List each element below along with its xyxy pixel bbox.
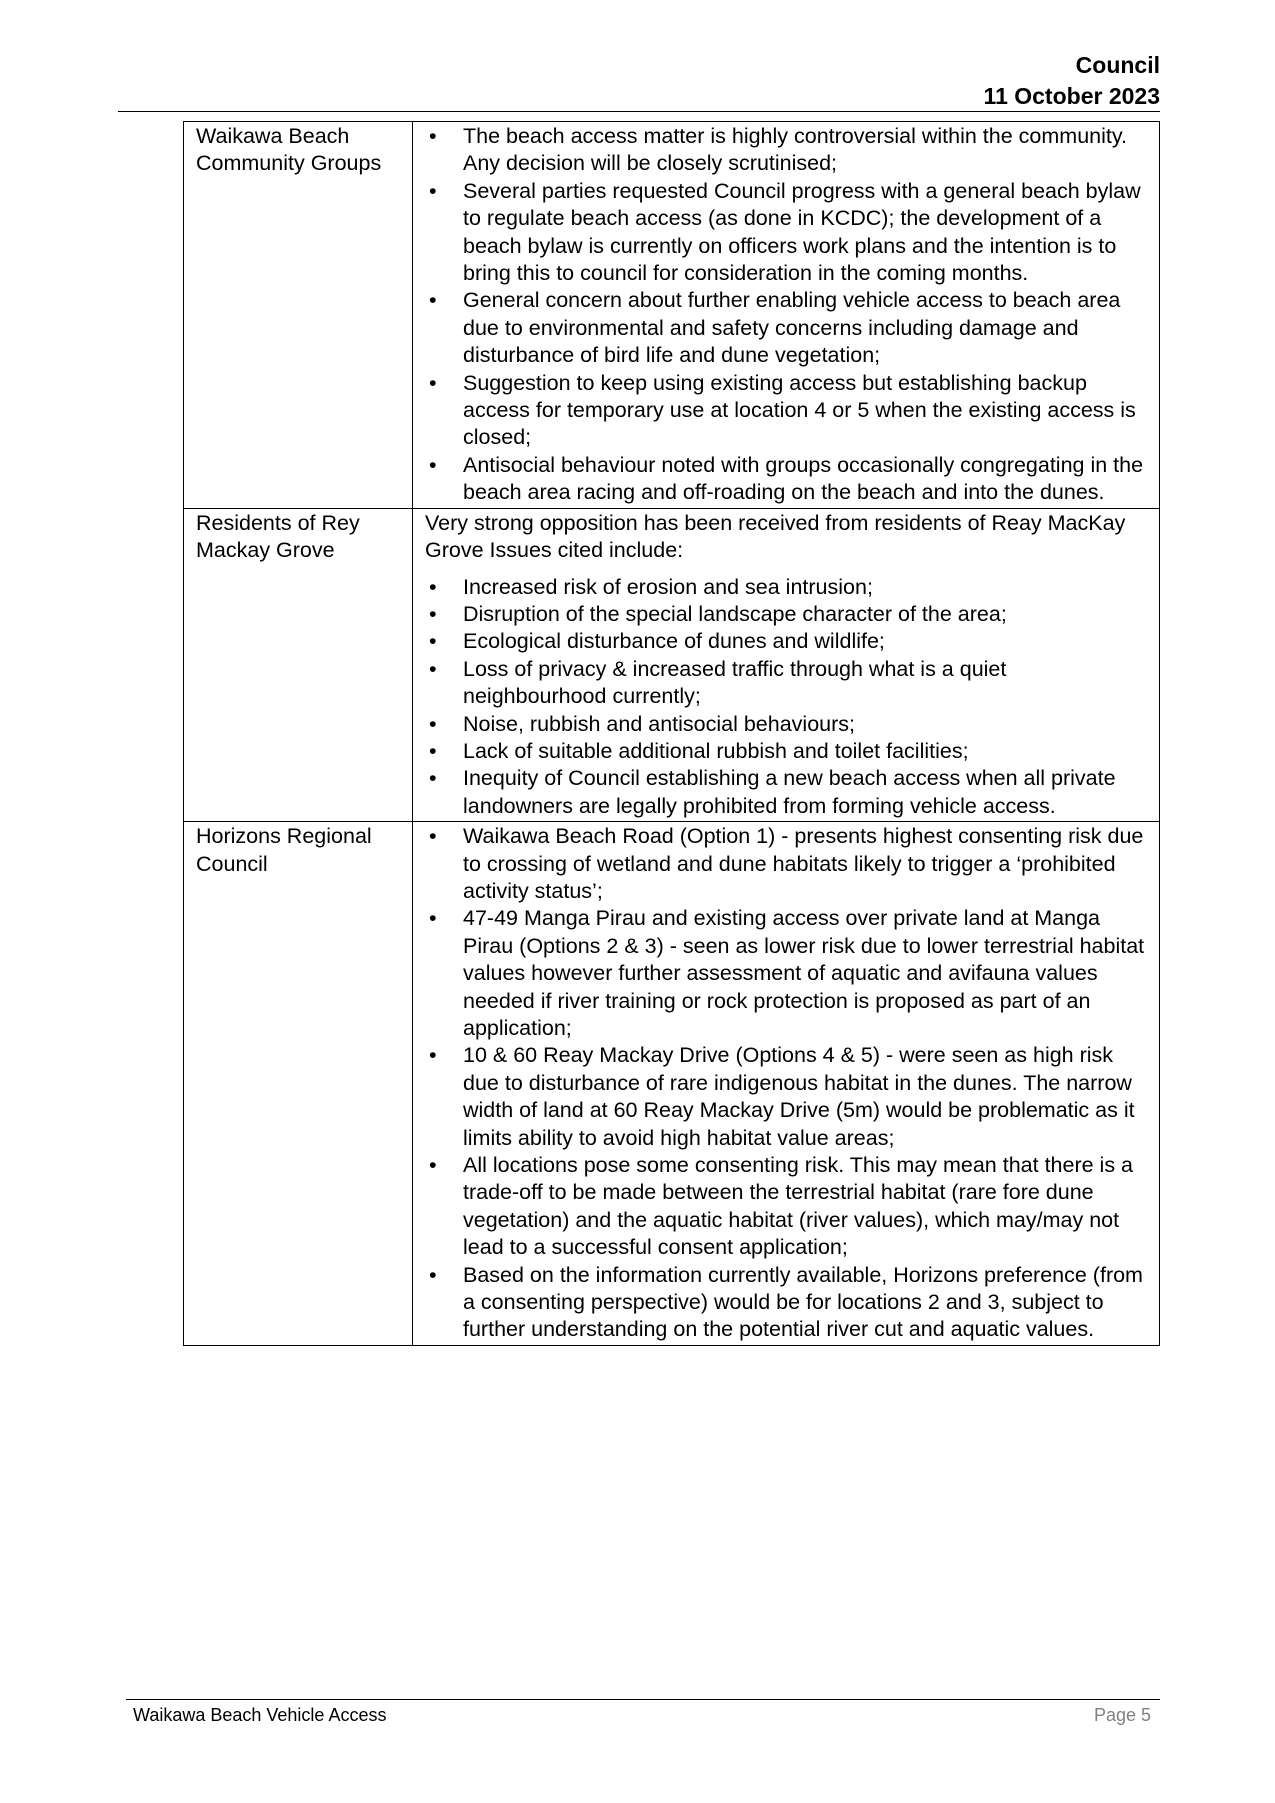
page-header [984,50,1160,112]
list-item [425,823,1149,905]
list-item-text: All locations pose some consenting risk. This may mean that there is a trade-off to be made between the terrestrial habitat (rare fore dune vegetation) and the aquatic habitat (river values), which may/may not lead to a successful consent application; [463,1153,1134,1260]
list-item-text: Several parties requested Council progress with a general beach bylaw to regulate beach access (as done in KCDC); the development of a beach bylaw is currently on officers work plans and the intention is to bring this to council for consideration in the coming months. [463,178,1141,286]
bullet-icon: • [429,629,437,654]
bullet-icon: • [429,1043,437,1068]
bullet-icon: • [429,656,437,681]
party-name: Residents of Rey Mackay Grove [196,510,360,563]
bullet-icon: • [429,711,437,736]
party-name: Waikawa Beach Community Groups [196,124,382,176]
party-cell [184,822,413,1346]
bullet-icon: • [429,906,437,931]
feedback-cell [413,508,1160,821]
table-row [184,508,1160,821]
feedback-list [425,123,1149,507]
list-item-text: Waikawa Beach Road (Option 1) - presents highest consenting risk due to crossing of wetland and dune habitats likely to trigger a ‘prohibited activity status’; [463,824,1144,903]
list-item-text: Increased risk of erosion and sea intrusion; [463,574,873,599]
bullet-icon: • [429,824,437,849]
list-item [425,574,1149,601]
feedback-list [425,823,1149,1344]
list-item [425,178,1149,288]
list-item-text: Disruption of the special landscape character of the area; [463,601,1007,626]
footer-divider [126,1699,1160,1700]
list-item [425,765,1149,820]
bullet-icon: • [429,601,437,626]
list-item [425,370,1149,452]
consultation-table [183,121,1160,1346]
feedback-cell [413,122,1160,509]
footer-title: Waikawa Beach Vehicle Access [133,1705,387,1725]
feedback-intro: Very strong opposition has been received from residents of Reay MacKay Grove Issues cited include: [425,510,1126,563]
list-item-text: Suggestion to keep using existing access but establishing backup access for temporary use at location 4 or 5 when the existing access is closed; [463,370,1136,450]
list-item [425,452,1149,507]
list-item [425,1152,1149,1262]
list-item-text: Ecological disturbance of dunes and wildlife; [463,629,885,654]
list-item-text: General concern about further enabling vehicle access to beach area due to environmental and safety concerns including damage and disturbance of bird life and dune vegetation; [463,288,1121,368]
list-item-text: 47-49 Manga Pirau and existing access over private land at Manga Pirau (Options 2 & 3) - seen as lower risk due to lower terrestrial habitat values however further assessment of aquatic and avifauna values needed if river training or rock protection is proposed as part of an application; [463,906,1145,1040]
list-item [425,601,1149,628]
list-item [425,123,1149,178]
bullet-icon: • [429,370,437,395]
bullet-icon: • [429,574,437,599]
bullet-icon: • [429,766,437,791]
list-item-text: Based on the information currently available, Horizons preference (from a consenting perspective) would be for locations 2 and 3, subject to further understanding on the potential river cut and aquatic values. [463,1262,1143,1342]
page-number: Page 5 [1093,1705,1151,1725]
table-row [184,122,1160,509]
list-item-text: Inequity of Council establishing a new beach access when all private landowners are legally prohibited from forming vehicle access. [463,766,1116,818]
list-item [425,1262,1149,1344]
list-item-text: 10 & 60 Reay Mackay Drive (Options 4 & 5) - were seen as high risk due to disturbance of rare indigenous habitat in the dunes. The narrow width of land at 60 Reay Mackay Drive (5m) would be problematic as it limits ability to avoid high habitat value areas; [463,1043,1135,1150]
header-divider [118,111,1160,112]
table-row [184,822,1160,1346]
list-item [425,738,1149,765]
list-item-text: Loss of privacy & increased traffic through what is a quiet neighbourhood currently; [463,656,1007,709]
header-date: 11 October 2023 [983,83,1160,109]
list-item [425,628,1149,655]
bullet-icon: • [429,178,437,203]
party-cell [184,508,413,821]
list-item-text: Noise, rubbish and antisocial behaviours; [463,711,856,736]
bullet-icon: • [429,738,437,763]
party-cell [184,122,413,509]
feedback-list [425,574,1149,821]
bullet-icon: • [429,452,437,477]
list-item [425,287,1149,369]
list-item-text: Lack of suitable additional rubbish and toilet facilities; [463,738,969,763]
party-name: Horizons Regional Council [196,824,372,876]
list-item [425,656,1149,711]
list-item [425,905,1149,1042]
header-org: Council [1075,52,1160,78]
bullet-icon: • [429,288,437,313]
bullet-icon: • [429,1262,437,1287]
bullet-icon: • [429,124,437,148]
list-item [425,1042,1149,1152]
feedback-cell [413,822,1160,1346]
list-item-text: The beach access matter is highly controversial within the community. Any decision will be closely scrutinised; [463,124,1127,176]
list-item [425,711,1149,738]
bullet-icon: • [429,1153,437,1178]
list-item-text: Antisocial behaviour noted with groups occasionally congregating in the beach area racing and off-roading on the beach and into the dunes. [463,452,1144,505]
